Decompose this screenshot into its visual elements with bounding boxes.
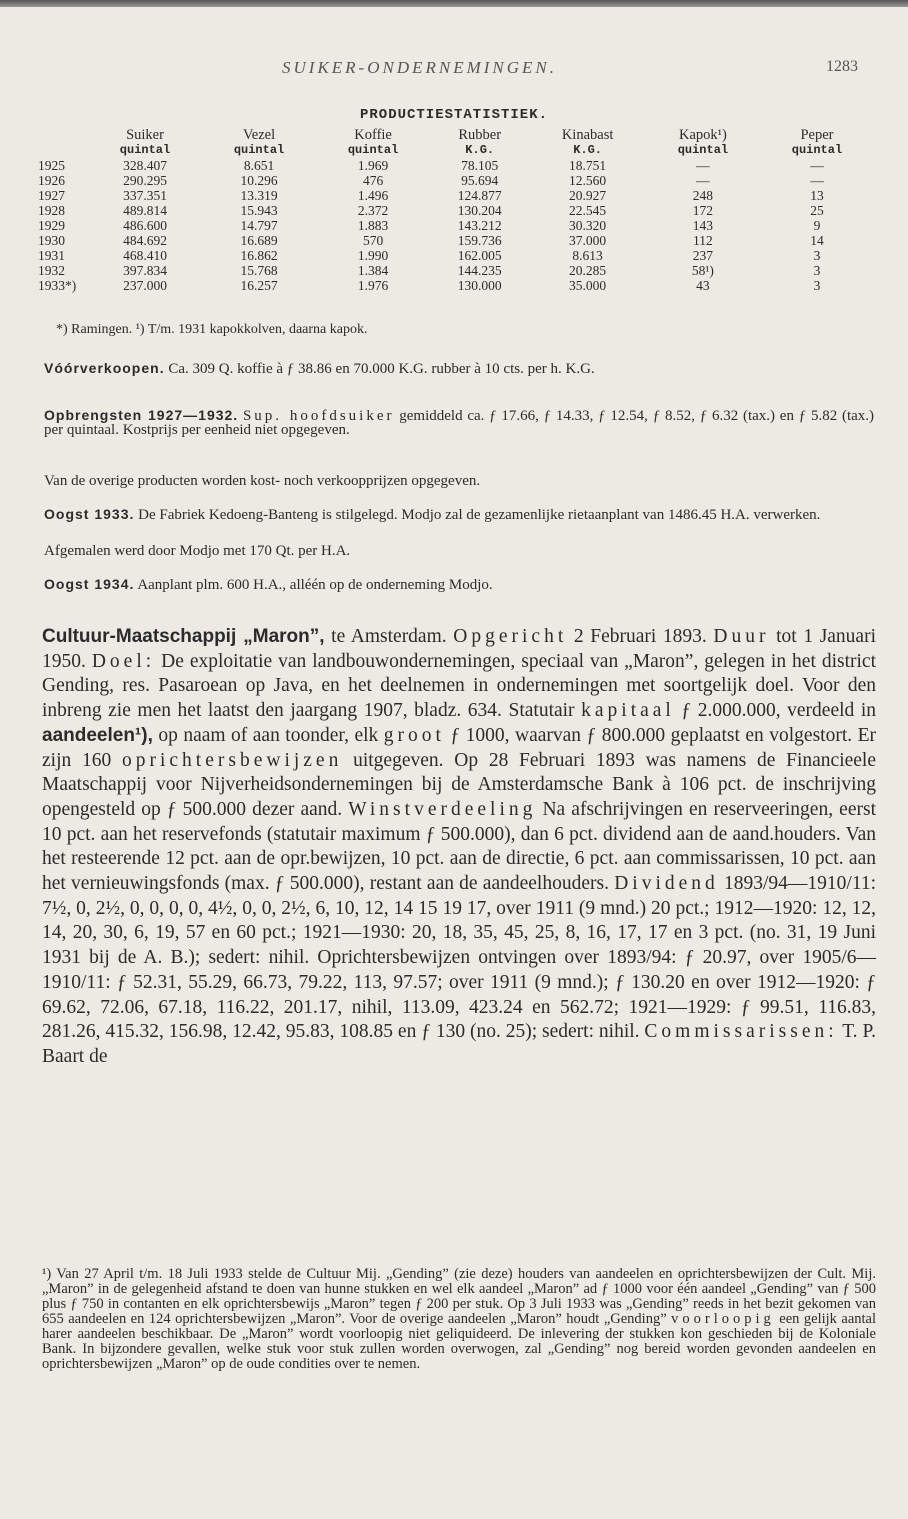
- column-header: Koffie: [354, 127, 392, 143]
- table-cell: 468.410: [123, 248, 167, 263]
- table-cell: 58¹): [691, 263, 714, 278]
- table-cell: 337.351: [123, 188, 167, 203]
- keyword-kapitaal: kapitaal: [581, 700, 675, 722]
- table-cell: 78.105: [461, 158, 499, 173]
- table-cell: 1.990: [357, 248, 389, 263]
- table-cell: 484.692: [123, 233, 167, 248]
- column-header: Peper: [800, 127, 834, 143]
- footnote-marker: ¹): [42, 1266, 52, 1282]
- table-cell: 290.295: [123, 173, 167, 188]
- table-cell: 16.862: [240, 248, 278, 263]
- table-row: [38, 233, 874, 248]
- entry-text: T. P. Baart de: [42, 1021, 877, 1067]
- entry-text: ƒ 2.000.000, verdeeld in: [674, 700, 877, 722]
- table-cell: 162.005: [457, 248, 502, 263]
- table-cell: 2.372: [357, 203, 389, 218]
- column-unit: quintal: [347, 143, 399, 157]
- row-year: 1929: [38, 218, 65, 233]
- entry-text: ƒ 1000, waarvan ƒ 800.000 geplaatst en volgestort. Er zijn 160: [42, 724, 877, 771]
- table-body: [38, 158, 874, 293]
- column-unit: K.G.: [573, 143, 602, 157]
- table-cell: 130.000: [457, 278, 502, 293]
- table-row: [38, 203, 874, 218]
- column-unit: quintal: [791, 143, 843, 157]
- table-cell: 18.751: [569, 158, 607, 173]
- table-unit-row: [38, 143, 874, 158]
- table-row: [38, 248, 874, 263]
- entry-text: uitgegeven. Op 28 Februari 1893 was namens de Financieele Maatschappij voor Nijverheidsondernemingen bij de Amsterdamsche Bank à 106 pct. de inschrijving opengesteld op ƒ 500.000 dezer aand.: [42, 749, 876, 820]
- table-cell: 13.319: [240, 188, 278, 203]
- entry-text: De exploitatie van landbouwondernemingen, speciaal van „Maron”, gelegen in het district Gending, res. Pasaroean op Java, en het deelnemen in ondernemingen met soortgelijk doel. Voor den inbreng zie men het laatst den jaargang 1907, bladz. 634. Statutair: [42, 650, 876, 722]
- oogst-1933-paragraph: [44, 507, 874, 522]
- table-cell: 25: [810, 203, 824, 218]
- table-row: [38, 158, 874, 173]
- table-row: [38, 278, 874, 293]
- table-cell: 20.285: [569, 263, 607, 278]
- opbrengsten-spaced: Sup. hoofdsuiker: [242, 408, 395, 424]
- entry-text: te Amsterdam.: [324, 626, 447, 647]
- keyword-opgericht: Opgericht: [453, 626, 568, 647]
- table-cell: 30.320: [569, 218, 607, 233]
- table-cell: 3: [813, 278, 821, 293]
- voorverkoopen-text: Ca. 309 Q. koffie à ƒ 38.86 en 70.000 K.G. rubber à 10 cts. per h. K.G.: [168, 361, 595, 377]
- oogst-1933-line2: Afgemalen werd door Modjo met 170 Qt. per H.A.: [44, 543, 351, 559]
- table-cell: 37.000: [569, 233, 607, 248]
- table-cell: 12.560: [569, 173, 607, 188]
- keyword-winstverdeeling: Winstverdeeling: [348, 798, 537, 820]
- voorverkoopen-paragraph: [44, 361, 874, 376]
- oogst-1934-text: Aanplant plm. 600 H.A., alléén op de onderneming Modjo.: [137, 577, 493, 593]
- column-header: Suiker: [126, 127, 164, 143]
- table-cell: 9: [813, 218, 821, 233]
- table-cell: 1.883: [357, 218, 389, 233]
- table-cell: —: [810, 173, 824, 188]
- table-cell: —: [696, 158, 710, 173]
- oogst-1933-label: Oogst 1933.: [44, 506, 135, 522]
- table-cell: 20.927: [569, 188, 607, 203]
- row-year: 1931: [38, 248, 65, 263]
- oogst-1934-label: Oogst 1934.: [44, 576, 135, 592]
- table-footnote: *) Ramingen. ¹) T/m. 1931 kapokkolven, daarna kapok.: [56, 322, 368, 337]
- table-cell: 124.877: [457, 188, 502, 203]
- table-header-row: [38, 128, 874, 143]
- table-cell: 476: [362, 173, 384, 188]
- table-row: [38, 263, 874, 278]
- maron-company-entry: [42, 625, 876, 1070]
- table-cell: 237.000: [123, 278, 167, 293]
- column-header: Vezel: [242, 127, 276, 143]
- table-cell: 16.257: [240, 278, 278, 293]
- keyword-commissarissen: Commissarissen:: [644, 1021, 838, 1043]
- opbrengsten-label: Opbrengsten 1927—1932.: [44, 407, 239, 423]
- row-year: 1927: [38, 188, 65, 203]
- entry-text: tot 1 Januari 1950.: [42, 626, 877, 672]
- oogst-1934-paragraph: [44, 577, 874, 592]
- footnote-text: Van 27 April t/m. 18 Juli 1933 stelde de Cultuur Mij. „Gending” (zie deze) houders van aandeelen en oprichtersbewijzen der Cult. Mij. „Maron” in de gelegenheid afstand te doen van hunne stukken en wel elk aandeel „Maron” ad ƒ 1000 voor één aandeel „Gending” van ƒ 500 plus ƒ 750 in contanten en elk oprichtersbewijs „Maron” tegen ƒ 200 per stuk. Op 3 Juli 1933 was „Gending” reeds in het bezit gekomen van 655 aandeelen en 124 oprichtersbewijzen „Maron”. Voor de overige aandeelen „Maron” houdt „Gending”: [42, 1266, 876, 1327]
- table-cell: 112: [693, 233, 713, 248]
- opbrengsten-text: gemiddeld ca. ƒ 17.66, ƒ 14.33, ƒ 12.54, ƒ 8.52, ƒ 6.32 (tax.) en ƒ 5.82 (tax.) per quintaal. Kostprijs per eenheid niet opgegeven.: [44, 408, 875, 438]
- oogst-1933-text: De Fabriek Kedoeng-Banteng is stilgelegd. Modjo zal de gezamenlijke rietaanplant van 1486.45 H.A. verwerken.: [138, 507, 821, 523]
- table-cell: 159.736: [457, 233, 502, 248]
- company-heading: Cultuur-Maatschappij „Maron”,: [42, 626, 325, 647]
- table-cell: 22.545: [569, 203, 607, 218]
- table-cell: 1.496: [357, 188, 389, 203]
- keyword-groot: groot: [383, 724, 445, 746]
- footnote-spaced-word: voorloopig: [671, 1311, 775, 1327]
- row-year: 1925: [38, 158, 65, 173]
- keyword-doel: Doel:: [91, 650, 156, 672]
- table-cell: 3: [813, 248, 821, 263]
- production-statistics-table: [38, 128, 874, 293]
- column-unit: quintal: [119, 143, 171, 157]
- keyword-duur: Duur: [713, 626, 770, 647]
- row-year: 1930: [38, 233, 65, 248]
- table-cell: 3: [813, 263, 821, 278]
- keyword-dividend: Dividend: [614, 873, 719, 895]
- overige-paragraph: Van de overige producten worden kost- noch verkoopprijzen opgegeven.: [44, 473, 481, 489]
- table-cell: 144.235: [457, 263, 502, 278]
- column-header: Kinabast: [561, 127, 614, 143]
- table-cell: 237: [692, 248, 714, 263]
- statistics-title: PRODUCTIESTATISTIEK.: [359, 107, 549, 123]
- row-year: 1926: [38, 173, 65, 188]
- column-unit: K.G.: [465, 143, 495, 157]
- table-cell: 172: [692, 203, 714, 218]
- keyword-oprichtersbewijzen: oprichtersbewijzen: [121, 749, 343, 771]
- opbrengsten-paragraph: [44, 408, 874, 437]
- entry-text: 1893/94—1910/11: 7½, 0, 2½, 0, 0, 0, 0, 4½, 0, 0, 2½, 6, 10, 12, 14 15 19 17, over 1911 (9 mnd.) 20 pct.; 1912—1920: 12, 12, 14, 20, 30, 6, 19, 57 en 60 pct.; 1921—1930: 20, 18, 35, 45, 25, 8, 16, 17, 17 en 3 pct. (no. 31, 19 Juni 1931 bij de A. B.); sedert: nihil. Oprichtersbewijzen ontvingen over 1893/94: ƒ 20.97, over 1905/6—1910/11: ƒ 52.31, 55.29, 66.73, 79.22, 113, 97.57; over 1911 (9 mnd.); ƒ 130.20 en over 1912—1920: ƒ 69.62, 72.06, 67.18, 116.22, 201.17, nihil, 113.09, 423.24 en 562.72; 1921—1929: ƒ 99.51, 116.83, 281.26, 415.32, 156.98, 12.42, 95.83, 108.85 en ƒ 130 (no. 25); sedert: nihil.: [42, 873, 877, 1043]
- table-cell: 15.943: [240, 203, 278, 218]
- voorverkoopen-label: Vóórverkoopen.: [44, 360, 165, 376]
- table-row: [38, 218, 874, 233]
- table-cell: 489.814: [123, 203, 167, 218]
- table-cell: 8.613: [572, 248, 603, 263]
- keyword-aandeelen: aandeelen¹),: [42, 724, 153, 746]
- table-cell: 14: [810, 233, 824, 248]
- page-footnote: [42, 1267, 876, 1372]
- running-header: [0, 58, 908, 84]
- table-cell: 130.204: [457, 203, 502, 218]
- column-unit: quintal: [233, 143, 285, 157]
- table-cell: 570: [362, 233, 384, 248]
- footnote-text-continued: een gelijk aantal harer aandeelen beschikbaar. De „Maron” wordt voorloopig niet geliquideerd. De inlevering der stukken kon geschieden bij de Koloniale Bank. In bijzondere gevallen, welke stuk voor stuk zullen worden overwogen, zal „Gending” nog bereid worden gevonden aandeelen en oprichtersbewijzen „Maron” op de oude condities over te nemen.: [42, 1311, 877, 1372]
- row-year: 1928: [38, 203, 65, 218]
- table-cell: 486.600: [123, 218, 167, 233]
- entry-text: op naam of aan toonder, elk: [152, 724, 379, 746]
- entry-text: 2 Februari 1893.: [567, 626, 707, 647]
- table-cell: 14.797: [240, 218, 278, 233]
- table-cell: —: [810, 158, 824, 173]
- entry-text: Na afschrijvingen en reserveeringen, eerst 10 pct. aan het reservefonds (statutair maximum ƒ 500.000), dan 6 pct. dividend aan de aand.houders. Van het resteerende 12 pct. aan de opr.bewijzen, 10 pct. aan de directie, 6 pct. aan commissarissen, 10 pct. aan het vernieuwingsfonds (max. ƒ 500.000), restant aan de aandeelhouders.: [42, 798, 876, 895]
- row-year: 1933*): [38, 278, 77, 293]
- page-number: 1283: [826, 58, 858, 75]
- column-header: Kapok¹): [678, 127, 727, 143]
- table-cell: 95.694: [461, 173, 499, 188]
- table-cell: 143: [692, 218, 714, 233]
- table-cell: 1.384: [357, 263, 389, 278]
- table-cell: 1.969: [357, 158, 389, 173]
- table-cell: 16.689: [240, 233, 278, 248]
- table-cell: 10.296: [240, 173, 278, 188]
- table-cell: 8.651: [243, 158, 275, 173]
- table-cell: 13: [810, 188, 824, 203]
- table-cell: 15.768: [240, 263, 278, 278]
- table-cell: 328.407: [123, 158, 167, 173]
- column-unit: quintal: [677, 143, 729, 157]
- row-year: 1932: [38, 263, 65, 278]
- table-cell: 248: [692, 188, 714, 203]
- table-cell: 1.976: [357, 278, 389, 293]
- running-title: SUIKER-ONDERNEMINGEN.: [282, 58, 558, 77]
- table-cell: —: [696, 173, 710, 188]
- table-cell: 43: [696, 278, 710, 293]
- table-row: [38, 188, 874, 203]
- table-cell: 397.834: [123, 263, 167, 278]
- table-cell: 143.212: [457, 218, 502, 233]
- table-row: [38, 173, 874, 188]
- column-header: Rubber: [458, 127, 502, 143]
- table-cell: 35.000: [569, 278, 607, 293]
